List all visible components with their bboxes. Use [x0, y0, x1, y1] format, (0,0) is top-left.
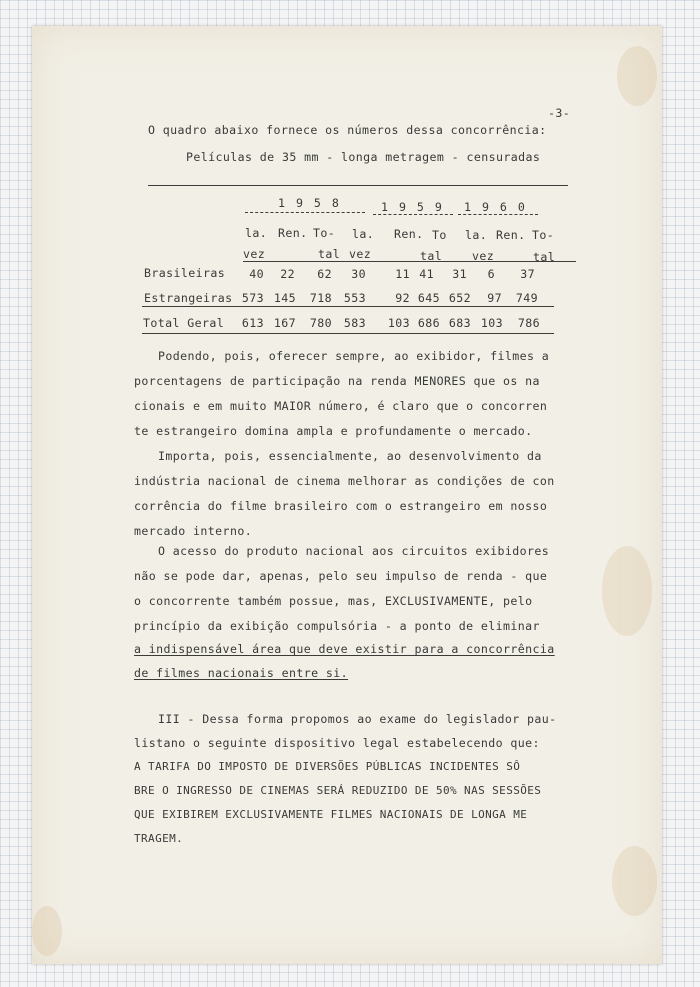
body-line: mercado interno. — [134, 524, 253, 538]
table-cell: 553 — [343, 291, 366, 305]
page-number: -3- — [548, 106, 571, 120]
year-1959: 1 9 5 9 — [381, 200, 444, 214]
body-line: corrência do filme brasileiro com o estrangeiro em nosso — [134, 499, 548, 513]
sub-header: To- — [313, 226, 336, 240]
body-line: porcentagens de participação na renda MENORES que os na — [134, 374, 540, 388]
sub-header: Ren. — [278, 226, 308, 240]
body-line: listano o seguinte dispositivo legal estabelecendo que: — [134, 736, 540, 750]
sub-header: vez — [472, 249, 495, 263]
table-cell: 11 — [395, 267, 410, 281]
sub-header: tal — [420, 249, 443, 263]
intro-line: O quadro abaixo fornece os números dessa concorrência: — [148, 123, 547, 137]
document-page — [32, 26, 662, 964]
year-rule-1958 — [245, 212, 365, 213]
body-line: III - Dessa forma propomos ao exame do legislador pau- — [158, 712, 557, 726]
table-cell: 40 — [249, 267, 264, 281]
body-line: A TARIFA DO IMPOSTO DE DIVERSÕES PÚBLICAS INCIDENTES SÔ — [134, 760, 521, 773]
body-line-underlined: a indispensável área que deve existir para a concorrência — [134, 642, 555, 656]
table-cell: 686 — [417, 316, 440, 330]
table-cell: 613 — [241, 316, 264, 330]
table-cell: 573 — [241, 291, 264, 305]
body-line: cionais e em muito MAIOR número, é claro que o concorren — [134, 399, 548, 413]
body-line-underlined: de filmes nacionais entre si. — [134, 666, 349, 680]
sub-header: la. — [245, 226, 268, 240]
row-rule — [142, 306, 554, 307]
table-top-rule — [148, 185, 568, 186]
year-rule-1960 — [458, 214, 538, 215]
table-cell: 683 — [448, 316, 471, 330]
body-line: Importa, pois, essencialmente, ao desenvolvimento da — [158, 449, 542, 463]
table-cell: 167 — [273, 316, 296, 330]
table-subtitle: Películas de 35 mm - longa metragem - censuradas — [186, 150, 541, 164]
table-cell: 780 — [309, 316, 332, 330]
table-cell: 31 — [452, 267, 467, 281]
table-cell: 583 — [343, 316, 366, 330]
table-cell: 145 — [273, 291, 296, 305]
sub-header: vez — [349, 247, 372, 261]
sub-header: la. — [352, 227, 375, 241]
sub-header: vez — [243, 247, 266, 261]
header-rule — [243, 261, 576, 262]
body-line: princípio da exibição compulsória - a ponto de eliminar — [134, 619, 540, 633]
table-cell: 37 — [520, 267, 535, 281]
year-1960: 1 9 6 0 — [464, 200, 527, 214]
sub-header: tal — [318, 247, 341, 261]
body-line: Podendo, pois, oferecer sempre, ao exibidor, filmes a — [158, 349, 550, 363]
body-line: O acesso do produto nacional aos circuitos exibidores — [158, 544, 550, 558]
table-bottom-rule — [142, 333, 554, 334]
table-cell: 786 — [517, 316, 540, 330]
sub-header: Ren. — [394, 227, 424, 241]
table-cell: 103 — [480, 316, 503, 330]
sub-header: tal — [533, 250, 556, 264]
row-label: Estrangeiras — [144, 291, 233, 305]
sub-header: la. — [465, 228, 488, 242]
body-line: te estrangeiro domina ampla e profundamente o mercado. — [134, 424, 533, 438]
table-cell: 41 — [419, 267, 434, 281]
table-cell: 103 — [387, 316, 410, 330]
sub-header: To — [432, 228, 447, 242]
year-rule-1959 — [373, 214, 453, 215]
body-line: QUE EXIBIREM EXCLUSIVAMENTE FILMES NACIONAIS DE LONGA ME — [134, 808, 528, 821]
body-line: não se pode dar, apenas, pelo seu impulso de renda - que — [134, 569, 548, 583]
sub-header: To- — [532, 228, 555, 242]
row-label: Total Geral — [143, 316, 225, 330]
table-cell: 645 — [417, 291, 440, 305]
table-cell: 22 — [280, 267, 295, 281]
table-cell: 30 — [351, 267, 366, 281]
sub-header: Ren. — [496, 228, 526, 242]
table-cell: 97 — [487, 291, 502, 305]
table-cell: 6 — [487, 267, 495, 281]
body-line: BRE O INGRESSO DE CINEMAS SERÁ REDUZIDO DE 50% NAS SESSÕES — [134, 784, 542, 797]
body-line: TRAGEM. — [134, 832, 184, 845]
body-line: indústria nacional de cinema melhorar as condições de con — [134, 474, 555, 488]
row-label: Brasileiras — [144, 266, 226, 280]
table-cell: 92 — [395, 291, 410, 305]
table-cell: 718 — [309, 291, 332, 305]
table-cell: 652 — [448, 291, 471, 305]
table-cell: 62 — [317, 267, 332, 281]
body-line: o concorrente também possue, mas, EXCLUSIVAMENTE, pelo — [134, 594, 533, 608]
table-cell: 749 — [515, 291, 538, 305]
year-1958: 1 9 5 8 — [278, 196, 341, 210]
